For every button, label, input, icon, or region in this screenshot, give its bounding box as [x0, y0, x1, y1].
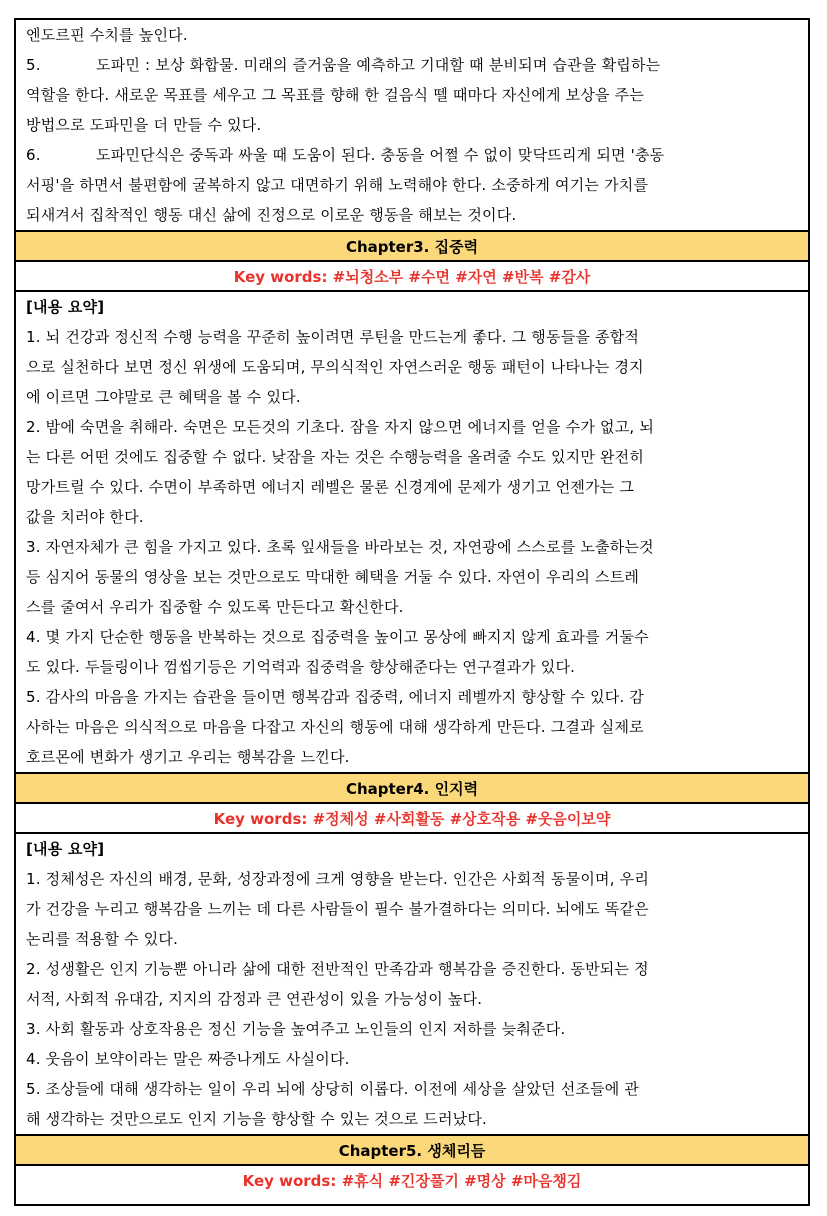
chapter4-summary	[16, 834, 808, 1136]
text-line: 는 다른 어떤 것에도 집중할 수 없다. 낮잠을 자는 것은 수행능력을 올려줄 수도 있지만 완전히	[26, 448, 645, 466]
text-line: 5. 조상들에 대해 생각하는 일이 우리 뇌에 상당히 이롭다. 이전에 세상을 살았던 선조들에 관	[26, 1080, 640, 1098]
text-line: 4. 몇 가지 단순한 행동을 반복하는 것으로 집중력을 높이고 몽상에 빠지지 않게 효과를 거둘수	[26, 628, 649, 646]
text-line: 으로 실천하다 보면 정신 위생에 도움되며, 무의식적인 자연스러운 행동 패턴이 나타나는 경지	[26, 358, 644, 376]
chapter3-title: Chapter3. 집중력	[16, 232, 808, 262]
text-line: 역할을 한다. 새로운 목표를 세우고 그 목표를 향해 한 걸음식 뗄 때마다 자신에게 보상을 주는	[26, 86, 645, 104]
chapter4-keywords: Key words: #정체성 #사회활동 #상호작용 #웃음이보약	[16, 804, 808, 834]
text-line: 서핑'을 하면서 불편함에 굴복하지 않고 대면하기 위해 노력해야 한다. 소중하게 여기는 가치를	[26, 176, 649, 194]
text-line: 망가트릴 수 있다. 수면이 부족하면 에너지 레벨은 물론 신경계에 문제가 생기고 언젠가는 그	[26, 478, 635, 496]
text-line: 해 생각하는 것만으로도 인지 기능을 향상할 수 있는 것으로 드러났다.	[26, 1110, 488, 1128]
text-line: 에 이르면 그야말로 큰 혜택을 볼 수 있다.	[26, 388, 301, 406]
text-line: 등 심지어 동물의 영상을 보는 것만으로도 막대한 혜택을 거둘 수 있다. 자연이 우리의 스트레	[26, 568, 640, 586]
text-line: 3. 자연자체가 큰 힘을 가지고 있다. 초록 잎새들을 바라보는 것, 자연광에 스스로를 노출하는것	[26, 538, 654, 556]
text-line: 도 있다. 두들링이나 껌씹기등은 기억력과 집중력을 향상해준다는 연구결과가 있다.	[26, 658, 576, 676]
text-line: 가 건강을 누리고 행복감을 느끼는 데 다른 사람들이 필수 불가결하다는 의미다. 뇌에도 똑같은	[26, 900, 649, 918]
text-line: 엔도르핀 수치를 높인다.	[26, 26, 188, 44]
text-line: 스를 줄여서 우리가 집중할 수 있도록 만든다고 확신한다.	[26, 598, 404, 616]
text-line: 서적, 사회적 유대감, 지지의 감정과 큰 연관성이 있을 가능성이 높다.	[26, 990, 483, 1008]
item-text: 도파민 : 보상 화합물. 미래의 즐거움을 예측하고 기대할 때 분비되며 습관을 확립하는	[96, 56, 661, 74]
item-number: 6.	[26, 146, 41, 164]
text-line: 5. 감사의 마음을 가지는 습관을 들이면 행복감과 집중력, 에너지 레벨까지 향상할 수 있다. 감	[26, 688, 645, 706]
text-line: 논리를 적용할 수 있다.	[26, 930, 179, 948]
text-line: 사하는 마음은 의식적으로 마음을 다잡고 자신의 행동에 대해 생각하게 만든다. 그결과 실제로	[26, 718, 644, 736]
summary-heading: [내용 요약]	[26, 298, 105, 316]
text-line: 되새겨서 집착적인 행동 대신 삶에 진정으로 이로운 행동을 해보는 것이다.	[26, 206, 517, 224]
chapter3-keywords: Key words: #뇌청소부 #수면 #자연 #반복 #감사	[16, 262, 808, 292]
text-line: 3. 사회 활동과 상호작용은 정신 기능을 높여주고 노인들의 인지 저하를 늦춰준다.	[26, 1020, 566, 1038]
item-text: 도파민단식은 중독과 싸울 때 도움이 된다. 충동을 어쩔 수 없이 맞닥뜨리게 되면 '충동	[96, 146, 665, 164]
chapter3-summary	[16, 292, 808, 774]
text-line	[26, 50, 798, 80]
chapter5-title: Chapter5. 생체리듬	[16, 1136, 808, 1166]
text-line: 1. 정체성은 자신의 배경, 문화, 성장과정에 크게 영향을 받는다. 인간은 사회적 동물이며, 우리	[26, 870, 650, 888]
summary-heading: [내용 요약]	[26, 840, 105, 858]
chapter5-keywords: Key words: #휴식 #긴장풀기 #명상 #마음챙김	[242, 1172, 582, 1190]
text-line: 1. 뇌 건강과 정신적 수행 능력을 꾸준히 높이려면 루틴을 만드는게 좋다. 그 행동들을 종합적	[26, 328, 640, 346]
text-line: 방법으로 도파민을 더 만들 수 있다.	[26, 116, 262, 134]
text-line	[26, 140, 798, 170]
text-line: 호르몬에 변화가 생기고 우리는 행복감을 느낀다.	[26, 748, 350, 766]
chapter4-title: Chapter4. 인지력	[16, 774, 808, 804]
document-table	[14, 18, 810, 1206]
text-line: 2. 성생활은 인지 기능뿐 아니라 삶에 대한 전반적인 만족감과 행복감을 증진한다. 동반되는 정	[26, 960, 649, 978]
item-number: 5.	[26, 56, 41, 74]
intro-section	[16, 20, 808, 232]
text-line: 4. 웃음이 보약이라는 말은 짜증나게도 사실이다.	[26, 1050, 350, 1068]
text-line: 값을 치러야 한다.	[26, 508, 144, 526]
text-line: 2. 밤에 숙면을 취해라. 숙면은 모든것의 기초다. 잠을 자지 않으면 에너지를 얻을 수가 없고, 뇌	[26, 418, 655, 436]
